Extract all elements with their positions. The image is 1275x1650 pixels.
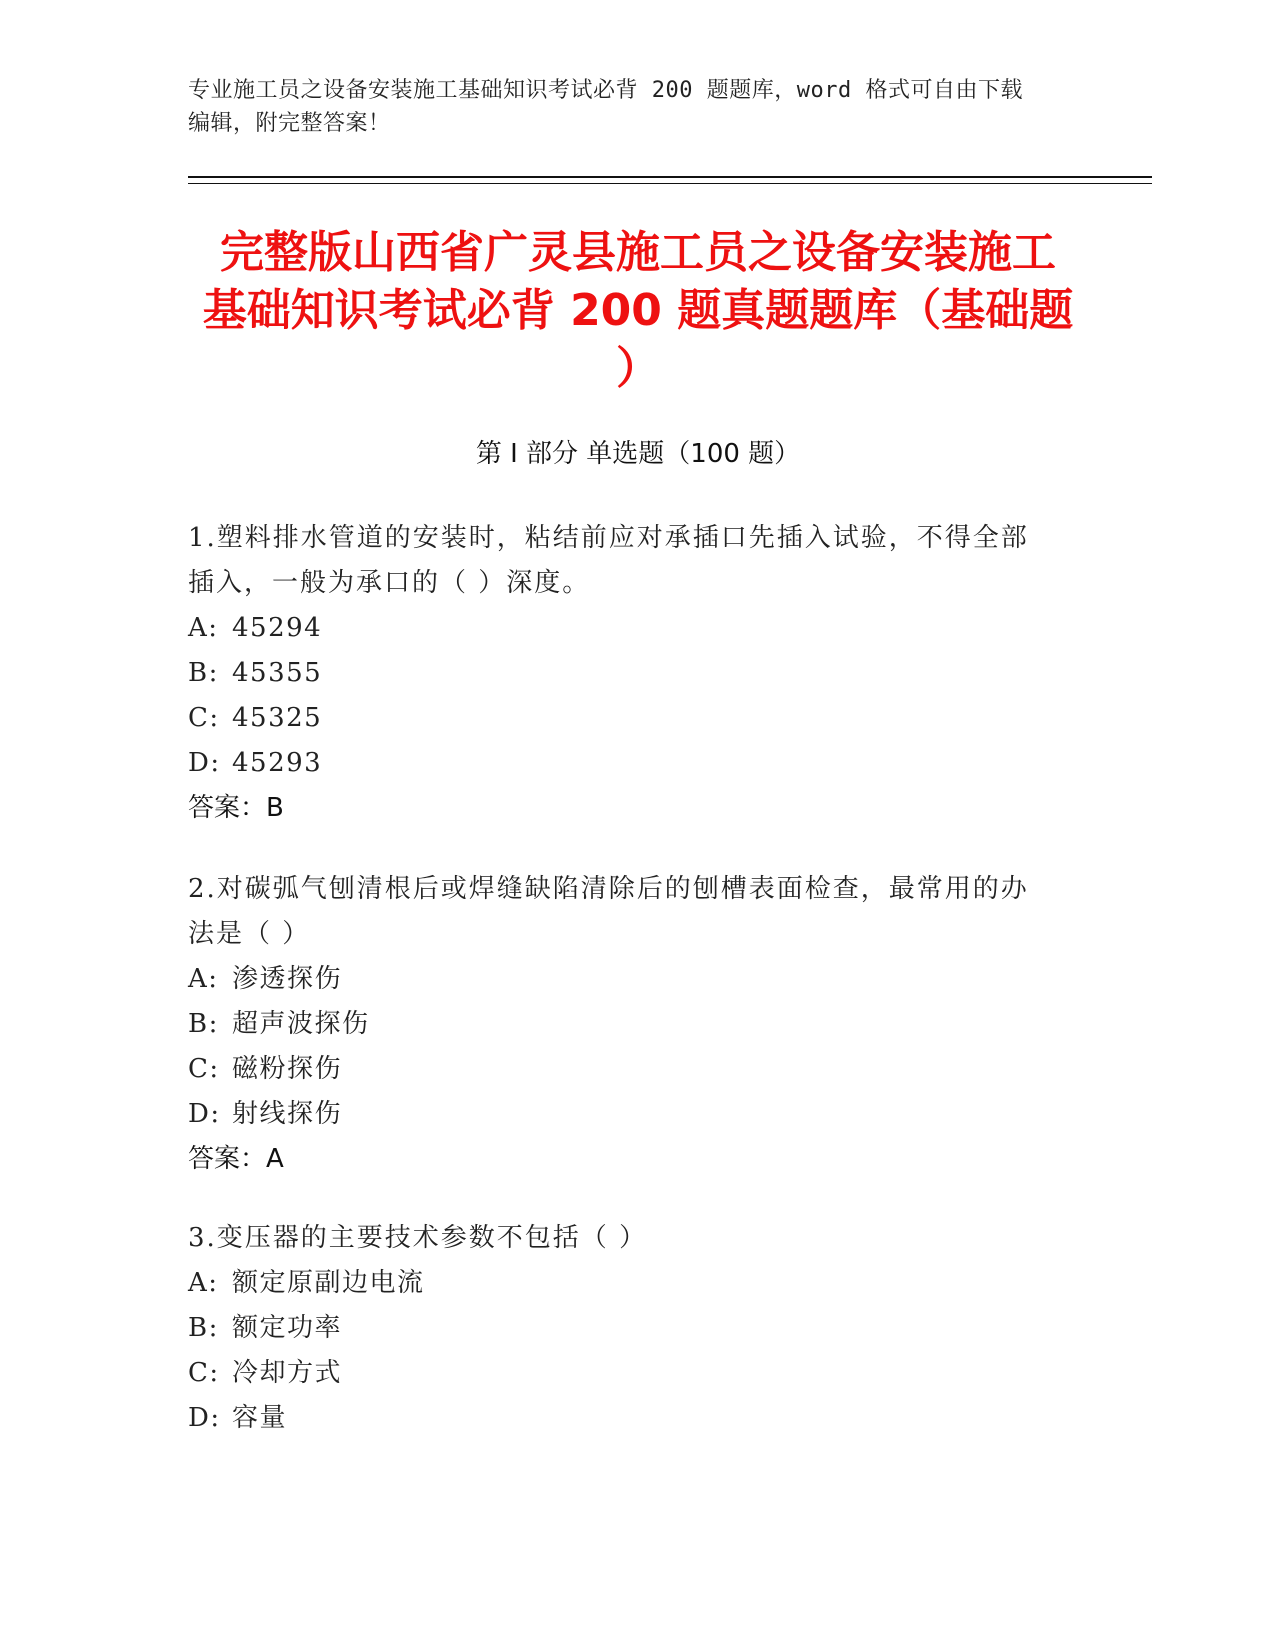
option-letter: D: (188, 1403, 221, 1433)
option-text: 45293 (232, 748, 323, 778)
question-3-option-a (188, 1261, 1078, 1306)
option-letter: C: (188, 703, 220, 733)
option-text: 渗透探伤 (232, 964, 343, 994)
option-letter: D: (188, 748, 221, 778)
option-text: 45294 (232, 613, 323, 643)
question-2-stem-line-2: 法是（ ） (188, 919, 311, 949)
option-letter: D: (188, 1099, 221, 1129)
document-title-line-2: 基础知识考试必背 200 题真题题库（基础题 (202, 285, 1074, 336)
question-1-option-a (188, 606, 1078, 651)
option-letter: A: (188, 964, 219, 994)
question-2 (188, 867, 1078, 1182)
option-text: 超声波探伤 (232, 1009, 370, 1039)
option-letter: B: (188, 658, 219, 688)
option-text: 45355 (232, 658, 323, 688)
option-text: 射线探伤 (232, 1099, 343, 1129)
question-2-stem-line-1: 2.对碳弧气刨清根后或焊缝缺陷清除后的刨槽表面检查，最常用的办 (188, 874, 1029, 904)
option-text: 额定原副边电流 (232, 1268, 425, 1298)
question-3-option-d (188, 1396, 1078, 1441)
header-rule-thin (188, 183, 1152, 184)
option-letter: A: (188, 1268, 219, 1298)
question-2-option-b (188, 1002, 1078, 1047)
option-text: 磁粉探伤 (232, 1054, 343, 1084)
header-rule-thick (188, 176, 1152, 178)
question-1-option-b (188, 651, 1078, 696)
option-letter: B: (188, 1313, 219, 1343)
question-1-answer: 答案：B (188, 793, 284, 823)
document-title-line-1: 完整版山西省广灵县施工员之设备安装施工 (220, 227, 1056, 278)
question-3-option-b (188, 1306, 1078, 1351)
header-note-line-2: 编辑，附完整答案！ (188, 111, 391, 136)
header-note-line-1: 专业施工员之设备安装施工基础知识考试必背 200 题题库，word 格式可自由下载 (188, 78, 1023, 103)
option-letter: B: (188, 1009, 219, 1039)
document-title-line-3: ） (616, 343, 660, 394)
option-letter: C: (188, 1358, 220, 1388)
question-3 (188, 1216, 1078, 1441)
option-text: 额定功率 (232, 1313, 343, 1343)
question-1-stem-line-1: 1.塑料排水管道的安装时，粘结前应对承插口先插入试验，不得全部 (188, 523, 1029, 553)
question-2-option-d (188, 1092, 1078, 1137)
option-text: 冷却方式 (232, 1358, 343, 1388)
option-text: 45325 (232, 703, 323, 733)
question-1 (188, 516, 1078, 831)
question-2-option-a (188, 957, 1078, 1002)
question-1-option-c (188, 696, 1078, 741)
question-2-option-c (188, 1047, 1078, 1092)
header-note (188, 74, 1068, 140)
option-letter: C: (188, 1054, 220, 1084)
section-heading: 第 I 部分 单选题（100 题） (475, 439, 801, 469)
option-text: 容量 (232, 1403, 288, 1433)
question-1-option-d (188, 741, 1078, 786)
question-2-answer: 答案：A (188, 1144, 284, 1174)
question-3-stem-line-1: 3.变压器的主要技术参数不包括（ ） (188, 1223, 648, 1253)
question-1-stem-line-2: 插入，一般为承口的（ ）深度。 (188, 568, 591, 598)
question-3-option-c (188, 1351, 1078, 1396)
option-letter: A: (188, 613, 219, 643)
document-title (188, 224, 1088, 398)
